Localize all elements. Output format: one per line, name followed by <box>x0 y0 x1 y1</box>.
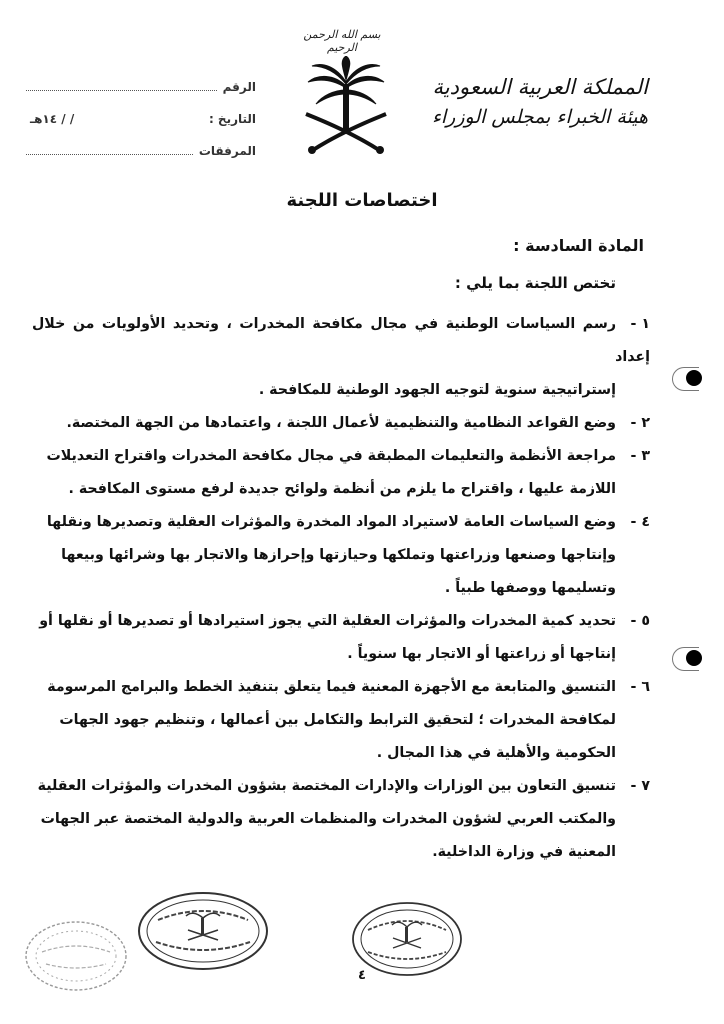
punch-hole-icon <box>686 370 702 386</box>
item-text: وضع السياسات العامة لاستيراد المواد المخدرة والمؤثرات العقلية وتصديرها ونقلها <box>46 514 616 530</box>
item-text: إنتاجها أو زراعتها أو الاتجار بها سنوياً . <box>347 646 616 662</box>
item-number: ٧ - <box>630 778 650 794</box>
reference-line <box>26 78 217 91</box>
item-number: ٦ - <box>630 679 650 695</box>
item-text: تحديد كمية المخدرات والمؤثرات العقلية التي يجوز استيرادها أو تصديرها أو نقلها أو <box>39 613 616 629</box>
item-text: وتسليمها ووصفها طبياً . <box>444 580 616 596</box>
duties-list <box>32 308 650 869</box>
date-row <box>26 94 256 126</box>
saudi-emblem-icon <box>296 56 396 166</box>
item-text: اللازمة عليها ، واقتراح ما يلزم من أنظمة ولوائح جديدة لرفع مستوى المكافحة . <box>68 481 616 497</box>
item-text: رسم السياسات الوطنية في مجال مكافحة المخدرات ، وتحديد الأولويات من خلال إعداد <box>32 316 650 365</box>
attachments-row <box>26 126 256 158</box>
reference-row <box>26 62 256 94</box>
intro-text: تختص اللجنة بما يلي : <box>454 274 616 292</box>
basmala: بسم الله الرحمن الرحيم <box>303 28 381 54</box>
item-number: ١ - <box>630 316 650 332</box>
issuing-authority <box>428 72 648 132</box>
item-text: إستراتيجية سنوية لتوجيه الجهود الوطنية للمكافحة . <box>258 382 616 398</box>
list-item <box>32 440 650 506</box>
agency-name: هيئة الخبراء بمجلس الوزراء <box>431 106 648 128</box>
item-text: المعنية في وزارة الداخلية. <box>432 844 616 860</box>
item-text: وإنتاجها وصنعها وزراعتها وتملكها وحيازتها وإحرازها والاتجار بها وشرائها وبيعها <box>61 547 616 563</box>
agency-seal-stamp-icon <box>136 890 270 972</box>
attachments-label: المرفقات <box>198 144 256 158</box>
item-number: ٤ - <box>630 514 650 530</box>
item-text: مراجعة الأنظمة والتعليمات المطبقة في مجال مكافحة المخدرات واقتراح التعديلات <box>46 448 616 464</box>
item-number: ٢ - <box>630 415 650 431</box>
item-text: وضع القواعد النظامية والتنظيمية لأعمال اللجنة ، واعتمادها من الجهة المختصة. <box>66 415 616 431</box>
item-text: تنسيق التعاون بين الوزارات والإدارات المختصة بشؤون المخدرات والمؤثرات العقلية <box>37 778 616 794</box>
reference-block <box>26 62 256 158</box>
reference-label: الرقم <box>222 80 256 94</box>
item-text: والمكتب العربي لشؤون المخدرات والمنظمات العربية والدولية المختصة عبر الجهات <box>40 811 616 827</box>
date-label: التاريخ : <box>208 112 256 126</box>
item-text: التنسيق والمتابعة مع الأجهزة المعنية فيما يتعلق بتنفيذ الخطط والبرامج المرسومة <box>47 679 616 695</box>
list-item <box>32 506 650 605</box>
list-item <box>32 407 650 440</box>
item-text: لمكافحة المخدرات ؛ لتحقيق الترابط والتكامل بين أعمالها ، وتنظيم جهود الجهات <box>59 712 616 728</box>
item-number: ٣ - <box>630 448 650 464</box>
list-item <box>32 671 650 770</box>
list-item <box>32 770 650 869</box>
page-title: اختصاصات اللجنة <box>286 190 438 211</box>
list-item <box>32 605 650 671</box>
punch-hole-icon <box>686 650 702 666</box>
item-number: ٥ - <box>630 613 650 629</box>
attachments-line <box>26 142 193 155</box>
article-heading: المادة السادسة : <box>513 236 644 255</box>
kingdom-name: المملكة العربية السعودية <box>432 75 648 99</box>
date-value: / / ١٤هـ <box>30 112 75 126</box>
secretariat-seal-stamp-icon <box>350 900 464 978</box>
item-text: الحكومية والأهلية في هذا المجال . <box>376 745 616 761</box>
page-number: ٤ <box>358 968 366 983</box>
list-item <box>32 308 650 407</box>
